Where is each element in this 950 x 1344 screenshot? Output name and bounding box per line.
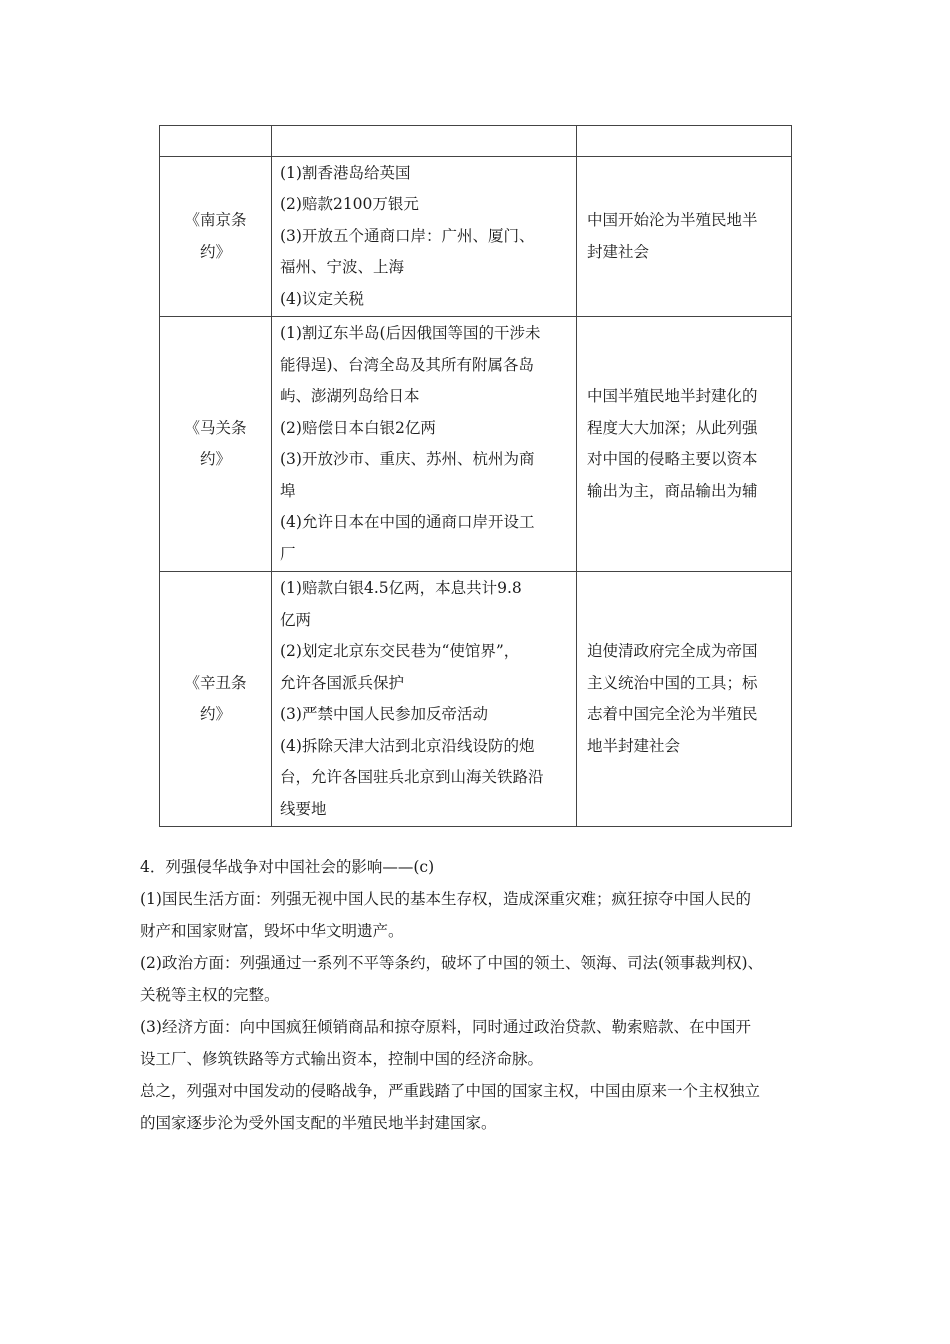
treaty-name-line: 约》 [199,450,231,468]
table-row-nanjing [160,157,792,317]
treaty-name-cell [160,157,272,317]
paragraph-line: (1)国民生活方面：列强无视中国人民的基本生存权，造成深重灾难；疯狂掠夺中国人民的 [140,890,751,908]
header-cell-treaty [160,126,272,157]
term-line: 能得逞)、台湾全岛及其所有附属各岛 [280,355,535,374]
term-line: 台，允许各国驻兵北京到山海关铁路沿 [280,768,544,786]
impact-line: 地半封建社会 [587,736,681,755]
paragraph-line: (2)政治方面：列强通过一系列不平等条约，破坏了中国的领土、领海、司法(领事裁判权)、 [140,954,764,972]
treaty-name-line: 《马关条 [184,418,247,437]
term-line: (2)划定北京东交民巷为“使馆界”， [280,642,520,660]
table-header-row [160,126,792,157]
term-line: (3)开放沙市、重庆、苏州、杭州为商 [280,450,535,468]
term-line: (4)拆除天津大沽到北京沿线设防的炮 [280,736,535,755]
treaty-terms-cell [272,572,577,827]
treaty-impact-cell [577,157,792,317]
treaty-name-cell [160,572,272,827]
term-line: (4)议定关税 [280,289,364,308]
impact-line: 对中国的侵略主要以资本 [587,450,758,468]
term-line: 福州、宁波、上海 [280,258,405,277]
impact-line: 中国开始沦为半殖民地半 [587,211,758,229]
term-line: (2)赔款2100万银元 [280,195,419,214]
table-row-maguan [160,317,792,572]
term-line: (4)允许日本在中国的通商口岸开设工 [280,513,535,531]
term-line: (1)割辽东半岛(后因俄国等国的干涉未 [280,324,541,342]
header-cell-impact [577,126,792,157]
impact-line: 主义统治中国的工具；标 [587,673,758,692]
header-cell-terms [272,126,577,157]
treaty-name-line: 约》 [199,705,231,723]
impact-line: 封建社会 [587,242,650,261]
term-line: (3)开放五个通商口岸：广州、厦门、 [280,226,535,245]
term-line: 厂 [280,544,296,563]
term-line: (1)割香港岛给英国 [280,163,411,182]
table-row-xinchou [160,572,792,827]
treaty-impact-cell [577,572,792,827]
impact-section [140,851,820,1139]
paragraph-line: 财产和国家财富，毁坏中华文明遗产。 [140,922,404,940]
paragraph-line: (3)经济方面：向中国疯狂倾销商品和掠夺原料，同时通过政治贷款、勒索赔款、在中国开 [140,1018,751,1036]
term-line: 允许各国派兵保护 [280,673,405,692]
term-line: 亿两 [280,610,312,629]
section-heading: 4．列强侵华战争对中国社会的影响——(c) [140,858,435,876]
term-line: 屿、澎湖列岛给日本 [280,387,420,405]
treaty-impact-cell [577,317,792,572]
paragraph-line: 关税等主权的完整。 [140,986,280,1004]
impact-line: 程度大大加深；从此列强 [587,418,758,437]
treaty-table [159,125,792,827]
term-line: 线要地 [280,799,327,818]
paragraph-line: 设工厂、修筑铁路等方式输出资本，控制中国的经济命脉。 [140,1050,544,1068]
treaty-name-cell [160,317,272,572]
term-line: (1)赔款白银4.5亿两，本息共计9.8 [280,579,522,597]
impact-line: 志着中国完全沦为半殖民 [587,705,758,723]
paragraph-line: 的国家逐步沦为受外国支配的半殖民地半封建国家。 [140,1114,497,1132]
impact-line: 中国半殖民地半封建化的 [587,387,758,405]
treaty-name-line: 约》 [199,242,231,261]
term-line: (3)严禁中国人民参加反帝活动 [280,705,488,723]
treaty-terms-cell [272,317,577,572]
paragraph-line: 总之，列强对中国发动的侵略战争，严重践踏了中国的国家主权，中国由原来一个主权独立 [140,1082,761,1100]
impact-line: 迫使清政府完全成为帝国 [587,642,758,660]
term-line: (2)赔偿日本白银2亿两 [280,418,436,437]
term-line: 埠 [280,481,296,500]
impact-line: 输出为主，商品输出为辅 [587,481,758,500]
treaty-name-line: 《南京条 [184,211,247,229]
treaty-name-line: 《辛丑条 [184,673,247,692]
treaty-terms-cell [272,157,577,317]
